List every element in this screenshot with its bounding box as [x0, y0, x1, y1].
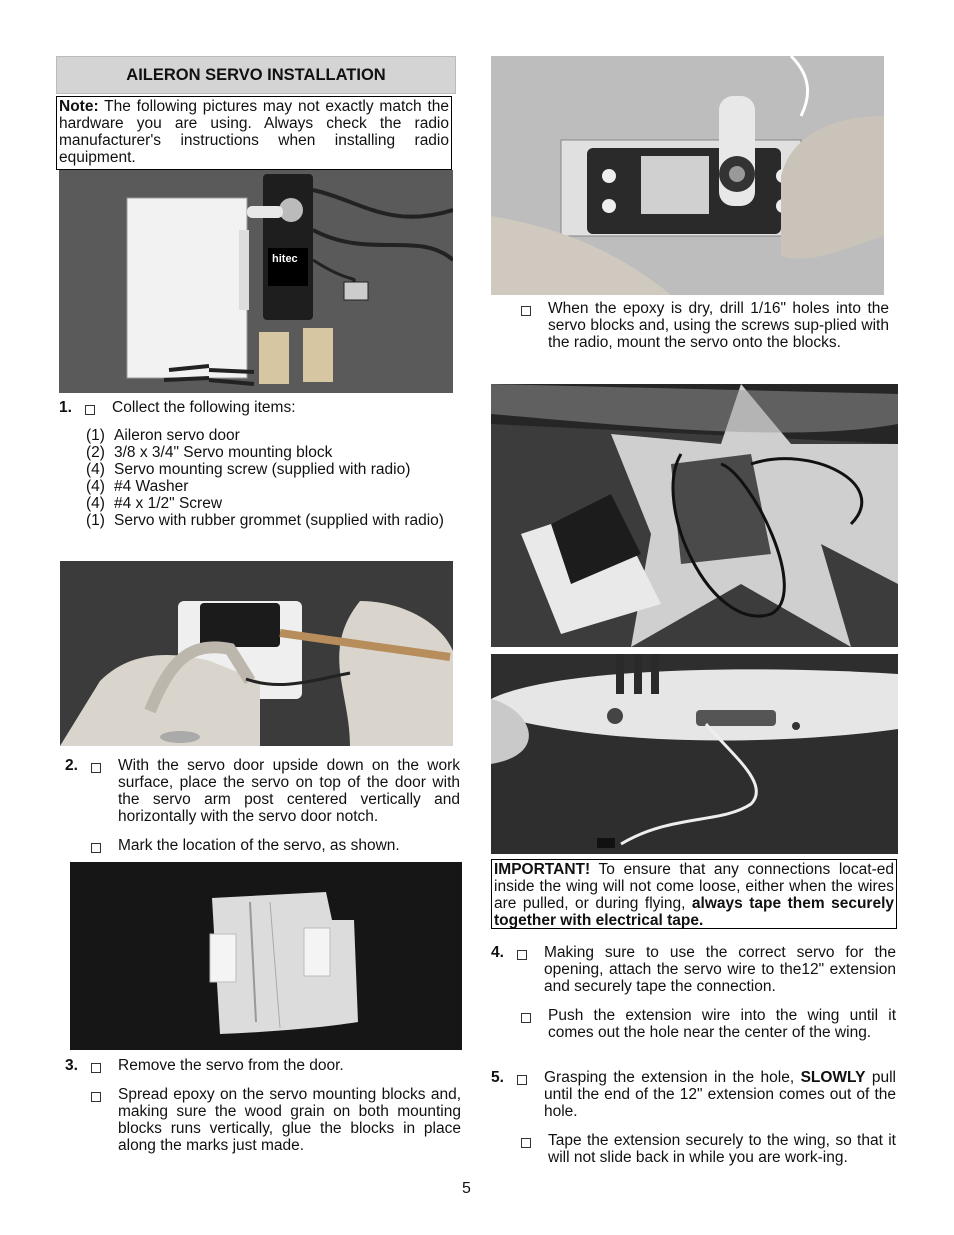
step-5b — [521, 1132, 896, 1166]
list-item: (2) 3/8 x 3/4" Servo mounting block — [86, 444, 333, 461]
section-heading: AILERON SERVO INSTALLATION — [56, 56, 456, 94]
photo-parts — [59, 170, 453, 393]
step-number: 5. — [491, 1069, 504, 1086]
note-text: The following pictures may not exactly match the hardware you are using. Always check the radio manufacturer's instructions when installing radio equipment. — [59, 98, 449, 166]
important-bold-text: always tape them securely together with electrical tape. — [494, 895, 895, 929]
photo-mounting-blocks — [70, 862, 462, 1050]
photo-marking-servo — [60, 561, 453, 746]
step-text: Remove the servo from the door. — [118, 1057, 344, 1074]
step-drill — [521, 300, 889, 351]
step-2b — [91, 837, 460, 857]
checkbox[interactable] — [85, 405, 95, 415]
checkbox[interactable] — [521, 1138, 531, 1148]
step-text: Grasping the extension in the hole, SLOWLY pull until the end of the 12" extension comes out of the hole. — [544, 1069, 897, 1120]
step-number: 2. — [65, 757, 78, 774]
step-3b — [91, 1086, 461, 1154]
list-item: (4) #4 x 1/2" Screw — [86, 495, 223, 512]
step-4b — [521, 1007, 896, 1041]
note-label: Note: — [59, 98, 99, 115]
checkbox[interactable] — [91, 843, 101, 853]
step-text: Push the extension wire into the wing until it comes out the hole near the center of the wing. — [548, 1007, 896, 1041]
step-number: 1. — [59, 399, 72, 416]
list-item: (4) #4 Washer — [86, 478, 189, 495]
important-label: IMPORTANT! — [494, 861, 591, 878]
checkbox[interactable] — [91, 1092, 101, 1102]
step-3 — [65, 1057, 461, 1077]
parts-list — [86, 427, 453, 529]
step-text: Collect the following items: — [112, 399, 296, 416]
note-box — [56, 96, 452, 170]
list-item: (4) Servo mounting screw (supplied with radio) — [86, 461, 411, 478]
photo-wing-opening — [491, 384, 898, 647]
step-text: When the epoxy is dry, drill 1/16" holes into the servo blocks and, using the screws sup-plied with the radio, mount the servo onto the blocks. — [548, 300, 889, 351]
step-text: With the servo door upside down on the work surface, place the servo on top of the door with the servo arm post centered vertically and horizontally with the servo door notch. — [118, 757, 460, 825]
list-item: (1) Servo with rubber grommet (supplied with radio) — [86, 512, 444, 529]
checkbox[interactable] — [517, 1075, 527, 1085]
step-2 — [65, 757, 460, 825]
checkbox[interactable] — [521, 1013, 531, 1023]
step-number: 4. — [491, 944, 504, 961]
checkbox[interactable] — [91, 1063, 101, 1073]
step-4 — [491, 944, 896, 995]
photo-servo-mounted — [491, 56, 884, 295]
important-text: To ensure that any connections locat-ed inside the wing will not come loose, either when the wires are pulled, or during flying, — [494, 861, 894, 912]
checkbox[interactable] — [517, 950, 527, 960]
photo-wing-extension — [491, 654, 898, 854]
checkbox[interactable] — [521, 306, 531, 316]
step-text: Making sure to use the correct servo for the opening, attach the servo wire to the12" extension and securely tape the connection. — [544, 944, 896, 995]
step-1 — [59, 399, 453, 419]
page-number: 5 — [462, 1180, 471, 1197]
step-text: Tape the extension securely to the wing, so that it will not slide back in while you are work-ing. — [548, 1132, 896, 1166]
step-text: Spread epoxy on the servo mounting blocks and, making sure the wood grain on both mounting blocks runs vertically, glue the blocks in place along the marks just made. — [118, 1086, 461, 1154]
important-box — [491, 859, 897, 929]
step-text: Mark the location of the servo, as shown. — [118, 837, 400, 854]
step-5 — [491, 1069, 896, 1120]
checkbox[interactable] — [91, 763, 101, 773]
servo-brand-text: hitec — [272, 253, 298, 265]
step-number: 3. — [65, 1057, 78, 1074]
list-item: (1) Aileron servo door — [86, 427, 240, 444]
